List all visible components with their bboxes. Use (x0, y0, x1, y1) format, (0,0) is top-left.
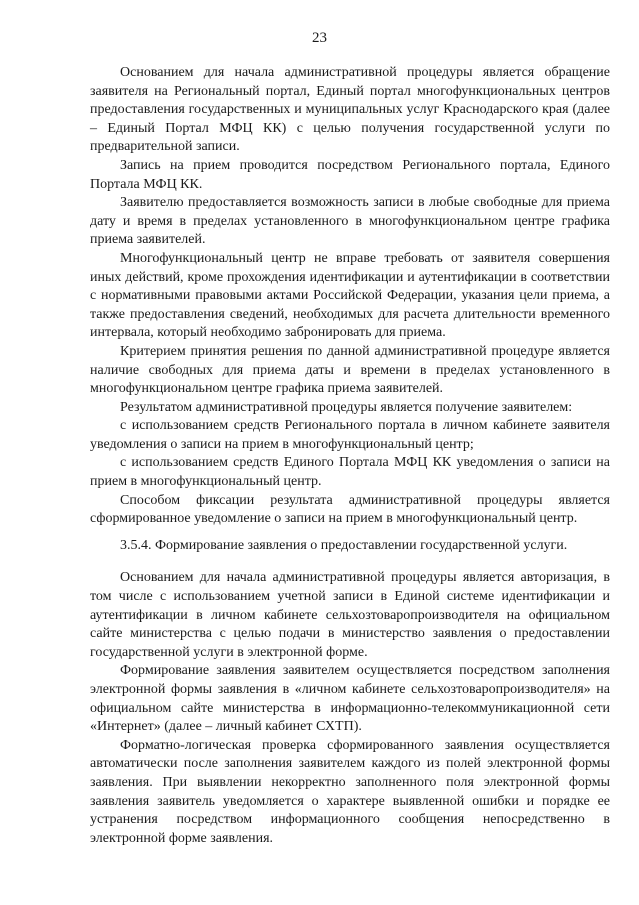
paragraph-basis: Основанием для начала административной процедуры является обращение заявителя на Региональный портал, Единый портал многофункциональных центров предоставления государственных и муниципальных услуг Краснодарского края (далее – Единый Портал МФЦ КК) с целью получения государственной услуги по предварительной записи. (90, 65, 610, 155)
paragraph-criterion: Критерием принятия решения по данной административной процедуре является наличие свободных для приема даты и времени в пределах установленного в многофункциональном центре графика приема заявителей. (90, 343, 610, 397)
paragraph-result: Результатом административной процедуры является получение заявителем: (120, 399, 573, 415)
paragraph-validation: Форматно-логическая проверка сформированного заявления осуществляется автоматически после заполнения заявителем каждого из полей электронной формы заявления. При выявлении некорректно заполненного поля электронной формы заявления заявитель уведомляется о характере выявленной ошибки и порядке ее устранения посредством информационного сообщения непосредственно в электронной форме заявления. (90, 737, 610, 846)
paragraph-appointment: Запись на прием проводится посредством Регионального портала, Единого Портала МФЦ КК. (90, 157, 610, 192)
paragraph-booking: Заявителю предоставляется возможность записи в любые свободные для приема дату и время в пределах установленного в многофункциональном центре графика приема заявителей. (90, 195, 610, 248)
paragraph-result-item-2: с использованием средств Единого Портала МФЦ КК уведомления о записи на прием в многофункциональный центр. (90, 455, 610, 490)
paragraph-authorization: Основанием для начала административной процедуры является авторизация, в том числе с использованием учетной записи в Единой системе идентификации и аутентификации в личном кабинете сельхозтоваропроизводителя на официальном сайте министерства с целью подачи в министерство заявления о предоставлении государственной услуги в электронной форме. (90, 570, 610, 660)
paragraph-form-filling: Формирование заявления заявителем осуществляется посредством заполнения электронной формы заявления в «личном кабинете сельхозтоваропроизводителя» на официальном сайте министерства в информационно-телекоммуникационной сети «Интернет» (далее – личный кабинет СХТП). (90, 663, 610, 735)
section-heading: 3.5.4. Формирование заявления о предоставлении государственной услуги. (120, 537, 568, 553)
document-body (90, 64, 610, 848)
page-number: 23 (312, 30, 327, 46)
paragraph-fixation: Способом фиксации результата административной процедуры является сформированное уведомление о записи на прием в многофункциональный центр. (90, 492, 610, 527)
paragraph-mfc-restrictions: Многофункциональный центр не вправе требовать от заявителя совершения иных действий, кроме прохождения идентификации и аутентификации в соответствии с нормативными правовыми актами Российской Федерации, указания цели приема, а также предоставления сведений, необходимых для расчета длительности временного интервала, который необходимо забронировать для приема. (90, 250, 610, 341)
paragraph-result-item-1: с использованием средств Регионального портала в личном кабинете заявителя уведомления о записи на прием в многофункциональный центр; (90, 418, 610, 452)
